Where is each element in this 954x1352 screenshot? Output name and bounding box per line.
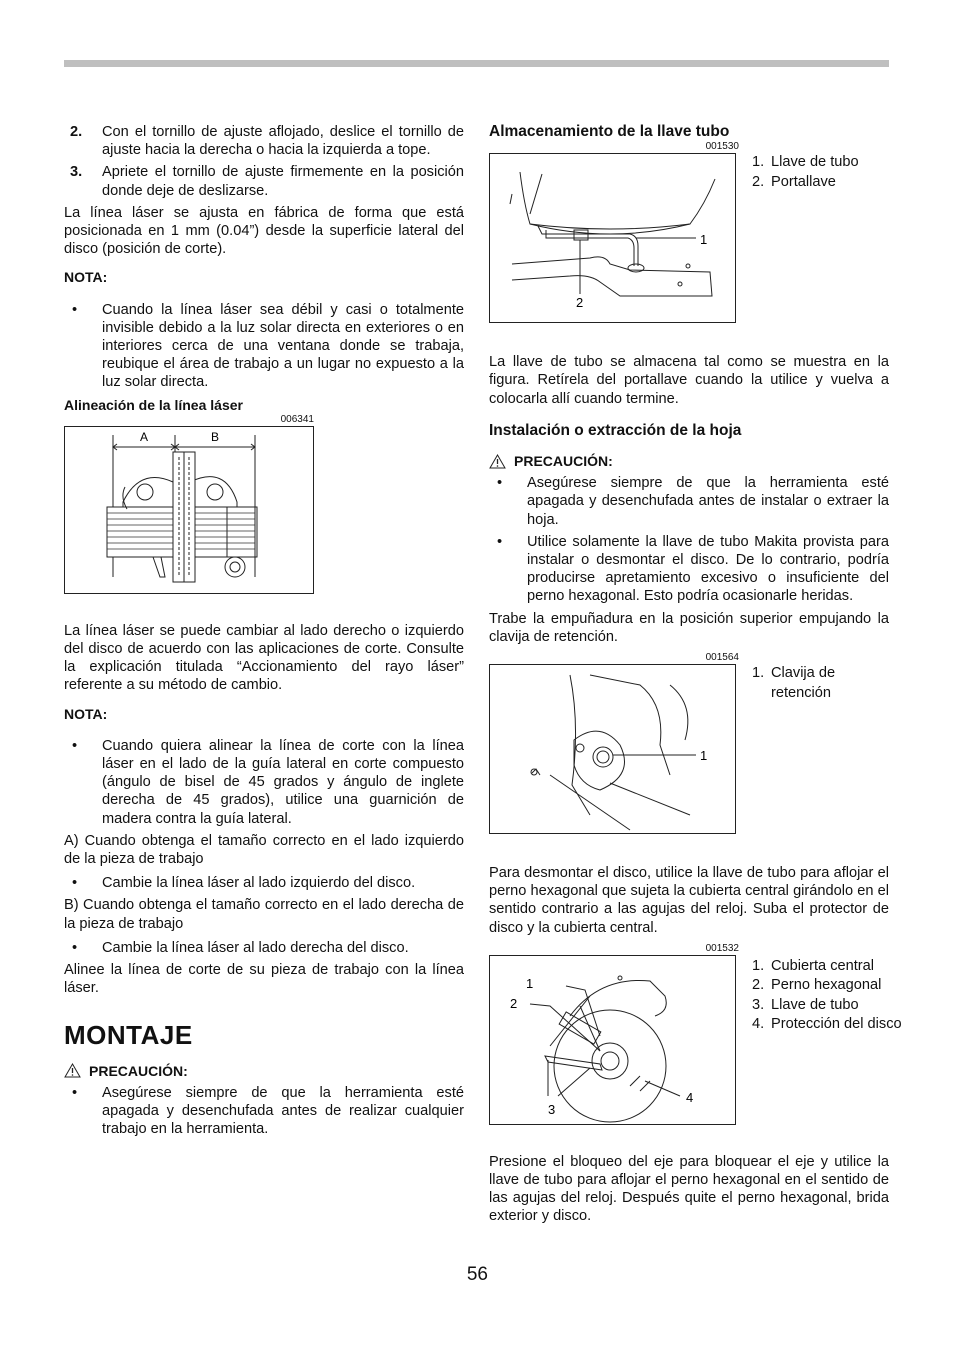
paragraph: La línea láser se puede cambiar al lado derecho o izquierdo del disco de acuerdo con las aplicaciones de corte. Consulte la explicación titulada “Accionamiento del rayo láser” referente a su método de cambio. [64, 622, 464, 694]
step-2 [64, 123, 464, 159]
saw-top-view-illustration [65, 427, 312, 592]
label-a: A [140, 429, 149, 444]
callout-1: 1 [700, 232, 708, 248]
step-text: Apriete el tornillo de ajuste firmemente en la posición donde deje de deslizarse. [102, 164, 464, 199]
figure-code: 001564 [705, 652, 739, 664]
figure-code: 001532 [705, 942, 739, 954]
left-column [64, 123, 464, 1142]
paragraph: Presione el bloqueo del eje para bloquear el eje y utilice la llave de tubo para aflojar el perno hexagonal en el sentido de las agujas del reloj. Después quite el perno hexagonal, brida exterior y disco. [489, 1153, 889, 1225]
right-column [489, 123, 902, 1232]
laser-alignment-figure [64, 426, 314, 594]
legend-item: 1. Clavija de retención [752, 665, 836, 701]
center-cover-figure-block [489, 955, 902, 1127]
paragraph: Alinee la línea de corte de su pieza de trabajo con la línea láser. [64, 962, 464, 997]
bullet [64, 874, 464, 892]
legend-item: 4. Protección del disco [752, 1016, 902, 1033]
bullet-text: Asegúrese siempre de que la herramienta esté apagada y desenchufada antes de instalar o extraer la hoja. [527, 475, 889, 528]
legend-item: 1. Llave de tubo [752, 154, 859, 171]
paragraph: B) Cuando obtenga el tamaño correcto en el lado derecha de la pieza de trabajo [64, 897, 464, 932]
bullet-text: Cuando quiera alinear la línea de corte con la línea láser en el lado de la guía lateral en corte compuesto (ángulo de bisel de 45 grados y ángulo de inglete derecha de 45 grados), utilice una guarnición de madera contra la guía lateral. [102, 737, 464, 827]
lock-pin-illustration [490, 665, 734, 832]
wrench-holder-illustration [490, 154, 734, 321]
bullet-icon: • [72, 1084, 78, 1101]
note-label: NOTA: [64, 705, 108, 722]
figure-legend [752, 153, 859, 192]
figure-code: 001530 [705, 141, 739, 153]
bullet-icon: • [72, 301, 78, 318]
legend-item: 1. Cubierta central [752, 957, 875, 974]
paragraph: La línea láser se ajusta en fábrica de forma que está posicionada en 1 mm (0.04”) desde la superficie lateral del disco (posición de corte). [64, 204, 464, 258]
header-rule [64, 60, 889, 67]
figure-code: 006341 [280, 413, 314, 425]
callout-2: 2 [576, 295, 584, 311]
lock-pin-figure-block [489, 664, 889, 836]
bullet-icon: • [497, 533, 503, 550]
callout-1: 1 [700, 748, 708, 764]
bullet-text: Asegúrese siempre de que la herramienta esté apagada y desenchufada antes de realizar cualquier trabajo en la herramienta. [102, 1084, 464, 1138]
section-heading-install: Instalación o extracción de la hoja [489, 421, 742, 439]
lock-pin-figure [489, 664, 736, 834]
note-bullet [64, 301, 464, 392]
step-3 [64, 163, 464, 199]
caution-label: PRECAUCIÓN: [89, 1062, 188, 1079]
callout-2: 2 [510, 995, 518, 1011]
bullet-icon: • [72, 737, 78, 754]
paragraph: Para desmontar el disco, utilice la llave de tubo para aflojar el perno hexagonal que sujeta la cubierta central girándolo en el sentido contrario a las agujas del reloj. Suba el protector de disco y la cubierta central. [489, 865, 889, 936]
bullet-text: Cambie la línea láser al lado derecha del disco. [102, 939, 409, 956]
warning-icon [64, 1063, 81, 1078]
section-heading-storage: Almacenamiento de la llave tubo [489, 123, 730, 140]
bullet [64, 939, 464, 957]
callout-4: 4 [686, 1089, 694, 1105]
wrench-storage-figure [489, 153, 736, 323]
figure-legend [752, 664, 889, 703]
warning-icon [489, 454, 506, 469]
page-number: 56 [466, 1264, 488, 1285]
paragraph: La llave de tubo se almacena tal como se muestra en la figura. Retírela del portallave cuando la utilice y vuelva a colocarla allí cuando termine. [489, 354, 889, 407]
bullet-icon: • [72, 875, 78, 892]
note-bullet [64, 737, 464, 828]
legend-item: 2. Perno hexagonal [752, 977, 882, 994]
bullet-icon: • [497, 475, 503, 492]
caution-bullet [64, 1084, 464, 1139]
callout-1: 1 [526, 975, 534, 991]
bullet-icon: • [72, 939, 78, 956]
bullet-text: Cambie la línea láser al lado izquierdo del disco. [102, 875, 416, 892]
paragraph: Trabe la empuñadura en la posición superior empujando la clavija de retención. [489, 610, 889, 645]
caution-bullet [489, 533, 889, 606]
note-label: NOTA: [64, 269, 108, 286]
figure-heading: Alineación de la línea láser [64, 396, 243, 413]
bullet-text: Cuando la línea láser sea débil y casi o totalmente invisible debido a la luz solar directa en exteriores o en interiores cerca de una ventana donde se trabaja, reubique el área de trabajo a un lugar no expuesto a la luz solar directa. [102, 301, 464, 391]
caution-bullet [489, 474, 889, 529]
caution-heading [489, 452, 889, 470]
section-title: MONTAJE [64, 1019, 193, 1050]
step-number: 3. [70, 164, 83, 181]
caution-label: PRECAUCIÓN: [514, 453, 613, 470]
paragraph: A) Cuando obtenga el tamaño correcto en el lado izquierdo de la pieza de trabajo [64, 832, 464, 868]
legend-item: 3. Llave de tubo [752, 996, 859, 1013]
figure-legend [752, 957, 902, 1035]
storage-figure-block [489, 153, 889, 325]
center-cover-figure [489, 955, 736, 1125]
step-text: Con el tornillo de ajuste aflojado, deslice el tornillo de ajuste hacia la derecha o hacia la izquierda a tope. [102, 124, 464, 159]
caution-heading [64, 1062, 464, 1080]
bullet-text: Utilice solamente la llave de tubo Makita provista para instalar o desmontar el disco. De lo contrario, podría producirse apretamiento excesivo o insuficiente del perno hexagonal. Esto podría ocasionarle heridas. [527, 533, 889, 605]
step-number: 2. [70, 124, 83, 140]
label-b: B [211, 429, 220, 444]
callout-3: 3 [548, 1101, 556, 1117]
blade-removal-illustration [490, 956, 734, 1123]
legend-item: 2. Portallave [752, 173, 836, 190]
